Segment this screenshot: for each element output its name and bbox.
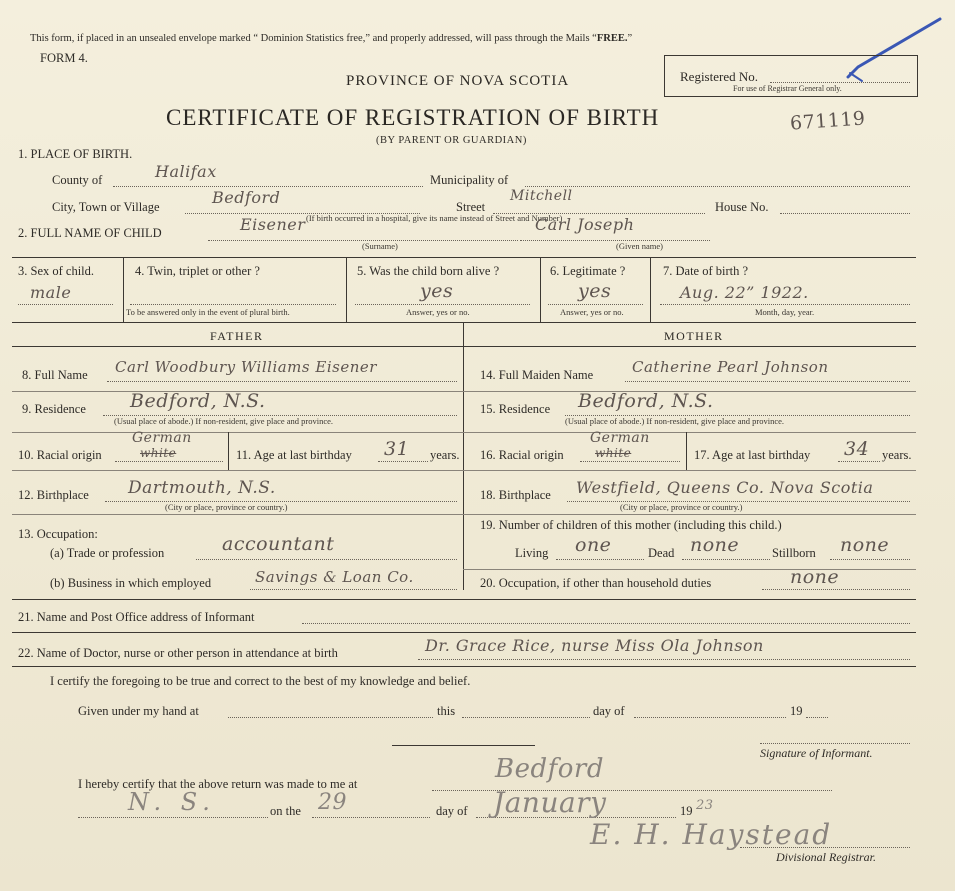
twin-note: To be answered only in the event of plural birth.: [126, 307, 290, 317]
living-label: Living: [515, 546, 549, 560]
father-name-label: 8. Full Name: [22, 368, 88, 382]
mother-header: MOTHER: [664, 329, 724, 343]
registrar-place: Bedford: [495, 754, 604, 784]
mother-age-unit: years.: [882, 448, 912, 462]
mother-occupation-label: 20. Occupation, if other than household duties: [480, 576, 712, 590]
certificate-subtitle: (BY PARENT OR GUARDIAN): [376, 135, 527, 146]
father-age: 31: [384, 438, 410, 460]
father-racial-struck: white: [140, 446, 177, 460]
city-value: Bedford: [212, 188, 281, 207]
form-number: FORM 4.: [40, 51, 88, 65]
registrar-day: 29: [318, 790, 347, 815]
year-prefix: 19: [790, 704, 803, 718]
registrar-statement: I hereby certify that the above return was made to me at: [78, 777, 358, 791]
mother-racial-label: 16. Racial origin: [480, 448, 564, 462]
registration-number: 671119: [789, 107, 867, 135]
registrar-year-prefix: 19: [680, 804, 693, 818]
day-of-label: day of: [593, 704, 625, 718]
trade-value: accountant: [222, 533, 335, 555]
given-under-label: Given under my hand at: [78, 704, 199, 718]
mother-name: Catherine Pearl Johnson: [632, 358, 829, 376]
dead-value: none: [690, 534, 740, 556]
divisional-registrar-caption: Divisional Registrar.: [776, 850, 877, 864]
father-residence-caption: (Usual place of abode.) If non-resident, give place and province.: [114, 416, 334, 426]
mother-birthplace: Westfield, Queens Co. Nova Scotia: [576, 478, 874, 497]
mother-birthplace-label: 18. Birthplace: [480, 488, 551, 502]
street-label: Street: [456, 200, 486, 214]
mother-occupation: none: [790, 566, 840, 588]
alive-caption: Answer, yes or no.: [406, 307, 470, 317]
registrar-month: January: [493, 786, 607, 819]
legitimate-caption: Answer, yes or no.: [560, 307, 624, 317]
sex-label: 3. Sex of child.: [18, 264, 95, 278]
living-value: one: [575, 534, 612, 556]
registrar-day-of-label: day of: [436, 804, 468, 818]
city-label: City, Town or Village: [52, 200, 160, 214]
child-surname: Eisener: [240, 215, 306, 234]
house-label: House No.: [715, 200, 769, 214]
this-label: this: [437, 704, 456, 718]
certificate-title: CERTIFICATE OF REGISTRATION OF BIRTH: [166, 105, 660, 130]
registrar-signature: E. H. Haystead: [590, 818, 833, 851]
province-heading: PROVINCE OF NOVA SCOTIA: [346, 73, 570, 89]
given-caption: (Given name): [616, 241, 663, 251]
registrar-use-note: For use of Registrar General only.: [733, 84, 842, 93]
mother-residence-caption: (Usual place of abode.) If non-resident, give place and province.: [565, 416, 785, 426]
dead-label: Dead: [648, 546, 675, 560]
father-racial: German: [132, 430, 192, 446]
mother-racial-struck: white: [595, 446, 632, 460]
informant-signature-caption: Signature of Informant.: [760, 746, 873, 760]
sex-value: male: [30, 283, 72, 302]
county-label: County of: [52, 173, 103, 187]
mother-residence: Bedford, N.S.: [578, 390, 714, 412]
mother-name-label: 14. Full Maiden Name: [480, 368, 594, 382]
attendant-value: Dr. Grace Rice, nurse Miss Ola Johnson: [425, 636, 764, 655]
children-label: 19. Number of children of this mother (including this child.): [480, 518, 782, 532]
on-the-label: on the: [270, 804, 301, 818]
mother-residence-label: 15. Residence: [480, 402, 551, 416]
dob-value: Aug. 22” 1922.: [680, 283, 809, 302]
mail-notice: This form, if placed in an unsealed envelope marked “ Dominion Statistics free,” and properly addressed, will pass through the Mails “FREE.”: [30, 33, 633, 44]
stillborn-value: none: [840, 534, 890, 556]
registrar-year-suffix: 23: [696, 798, 714, 813]
dob-caption: Month, day, year.: [755, 307, 815, 317]
father-racial-label: 10. Racial origin: [18, 448, 102, 462]
child-given-name: Carl Joseph: [535, 215, 635, 234]
street-value: Mitchell: [510, 188, 573, 204]
certify-statement: I certify the foregoing to be true and correct to the best of my knowledge and belief.: [50, 674, 471, 688]
legitimate-value: yes: [578, 280, 612, 302]
attendant-label: 22. Name of Doctor, nurse or other person in attendance at birth: [18, 646, 338, 660]
father-header: FATHER: [210, 329, 264, 343]
informant-label: 21. Name and Post Office address of Informant: [18, 610, 255, 624]
hospital-note: (If birth occurred in a hospital, give its name instead of Street and Number): [306, 213, 563, 223]
alive-value: yes: [420, 280, 454, 302]
business-label: (b) Business in which employed: [50, 576, 212, 590]
alive-label: 5. Was the child born alive ?: [357, 264, 500, 278]
father-birthplace-label: 12. Birthplace: [18, 488, 89, 502]
dob-label: 7. Date of birth ?: [663, 264, 749, 278]
business-value: Savings & Loan Co.: [255, 568, 414, 586]
registrar-place-2: N. S.: [128, 788, 216, 816]
occupation-label: 13. Occupation:: [18, 527, 98, 541]
mother-age: 34: [844, 438, 870, 460]
mother-racial: German: [590, 430, 650, 446]
stillborn-label: Stillborn: [772, 546, 816, 560]
father-age-unit: years.: [430, 448, 460, 462]
place-of-birth-label: 1. PLACE OF BIRTH.: [18, 147, 133, 161]
father-residence: Bedford, N.S.: [130, 390, 266, 412]
registered-label: Registered No.: [680, 69, 758, 84]
father-residence-label: 9. Residence: [22, 402, 86, 416]
signature-line: [392, 745, 535, 746]
father-birthplace: Dartmouth, N.S.: [128, 478, 276, 498]
municipality-label: Municipality of: [430, 173, 509, 187]
mother-age-label: 17. Age at last birthday: [694, 448, 811, 462]
legitimate-label: 6. Legitimate ?: [550, 264, 626, 278]
county-value: Halifax: [155, 162, 217, 181]
father-age-label: 11. Age at last birthday: [236, 448, 352, 462]
child-name-label: 2. FULL NAME OF CHILD: [18, 226, 162, 240]
father-name: Carl Woodbury Williams Eisener: [115, 358, 377, 376]
mother-birthplace-caption: (City or place, province or country.): [620, 502, 743, 512]
twin-label: 4. Twin, triplet or other ?: [135, 264, 260, 278]
surname-caption: (Surname): [362, 241, 398, 251]
trade-label: (a) Trade or profession: [50, 546, 165, 560]
father-birthplace-caption: (City or place, province or country.): [165, 502, 288, 512]
